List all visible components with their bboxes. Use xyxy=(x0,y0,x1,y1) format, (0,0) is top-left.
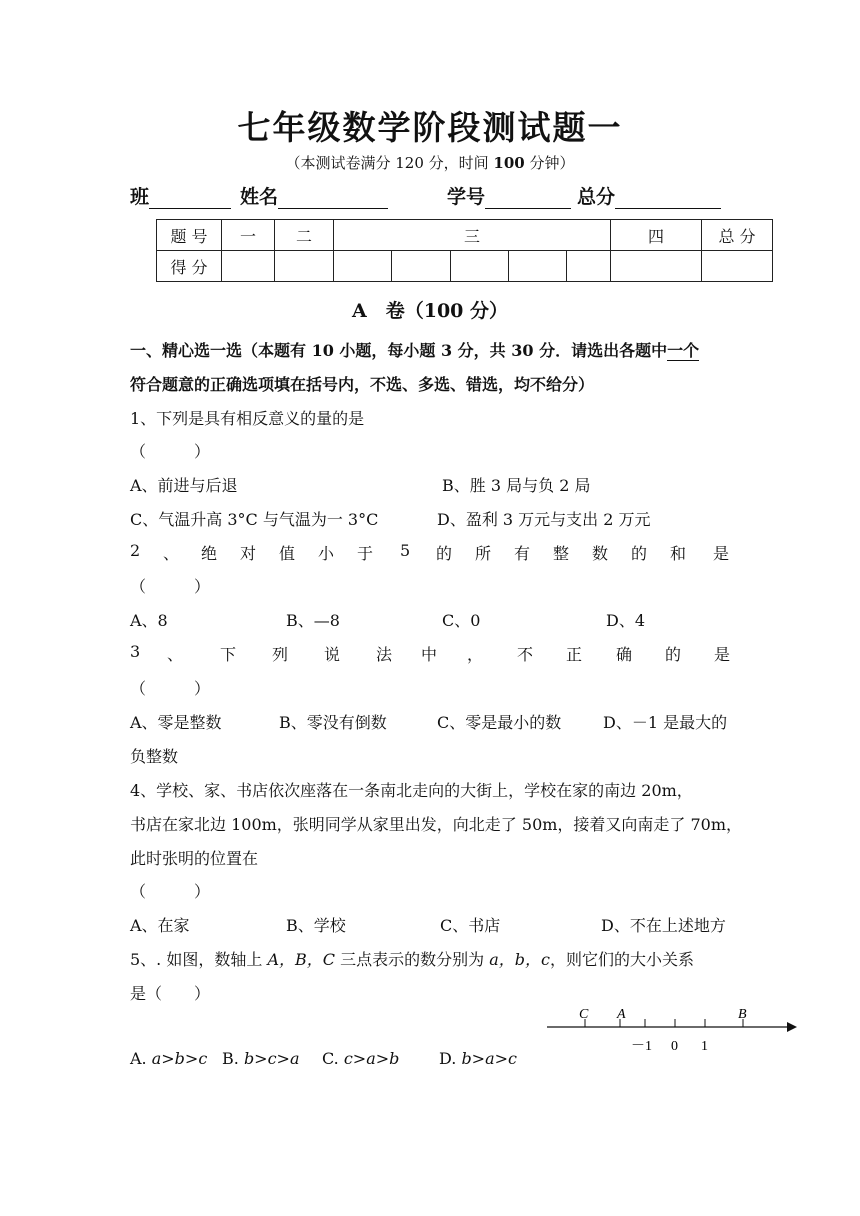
q5-stem-line2: 是（ ） xyxy=(130,984,211,1003)
score-cell[interactable] xyxy=(509,251,567,282)
part1-heading-line1: 一、精心选一选（本题有 10 小题，每小题 3 分，共 30 分．请选出各题中一个 xyxy=(130,341,700,360)
q5-option-d: D. b>a>c xyxy=(439,1049,517,1068)
score-table xyxy=(156,219,773,282)
score-cell[interactable] xyxy=(334,251,392,282)
q4-stem-line3: 此时张明的位置在 xyxy=(130,849,259,868)
exam-note: （本测试卷满分 120 分，时间 100 分钟） xyxy=(285,154,575,172)
q4-option-c: C、书店 xyxy=(440,916,501,935)
col-3: 三 xyxy=(334,220,611,251)
section-a-heading: A 卷（100 分） xyxy=(351,300,509,322)
col-1: 一 xyxy=(222,220,275,251)
score-cell[interactable] xyxy=(222,251,275,282)
point-a-label: A xyxy=(617,1007,626,1022)
score-cell[interactable] xyxy=(275,251,334,282)
name-field[interactable]: 姓名 xyxy=(240,182,388,209)
q2-option-d: D、4 xyxy=(606,611,646,630)
score-table-score-row xyxy=(157,251,773,282)
q1-option-c: C、气温升高 3°C 与气温为一 3°C xyxy=(130,510,379,529)
q1-answer-paren[interactable]: （ ） xyxy=(130,442,211,461)
total-score-field[interactable]: 总分 xyxy=(577,182,721,209)
q3-option-c: C、零是最小的数 xyxy=(437,713,562,732)
q4-stem-line1: 4、学校、家、书店依次座落在一条南北走向的大街上，学校在家的南边 20m， xyxy=(130,781,693,800)
q5-option-c: C. c>a>b xyxy=(322,1049,400,1068)
q2-answer-paren[interactable]: （ ） xyxy=(130,577,211,596)
tick-0-label: 0 xyxy=(671,1039,678,1053)
q2-option-a: A、8 xyxy=(130,611,168,630)
page-title: 七年级数学阶段测试题一 xyxy=(237,108,623,147)
score-cell[interactable] xyxy=(567,251,611,282)
q1-stem: 1、下列是具有相反意义的量的是 xyxy=(130,409,365,428)
col-2: 二 xyxy=(275,220,334,251)
score-cell[interactable] xyxy=(451,251,509,282)
q4-option-b: B、学校 xyxy=(286,916,346,935)
q4-option-a: A、在家 xyxy=(130,916,190,935)
header-label: 题 号 xyxy=(157,220,222,251)
col-total: 总 分 xyxy=(702,220,773,251)
tick-neg1-label: －1 xyxy=(631,1039,652,1053)
q3-stem: 3 、 下 列 说 法 中 ， 不 正 确 的 是 xyxy=(130,642,731,664)
q3-answer-paren[interactable]: （ ） xyxy=(130,679,211,698)
q2-stem: 2 、 绝 对 值 小 于 5 的 所 有 整 数 的 和 是 xyxy=(130,541,730,563)
score-cell[interactable] xyxy=(611,251,702,282)
score-table-header-row xyxy=(157,220,773,251)
score-label: 得 分 xyxy=(157,251,222,282)
q5-stem-line1: 5、. 如图，数轴上 A，B，C 三点表示的数分别为 a，b，c，则它们的大小关系 xyxy=(130,950,694,969)
q4-option-d: D、不在上述地方 xyxy=(601,916,726,935)
tick-1-label: 1 xyxy=(701,1039,708,1053)
q2-option-b: B、—8 xyxy=(286,611,340,630)
score-cell[interactable] xyxy=(392,251,451,282)
q1-option-b: B、胜 3 局与负 2 局 xyxy=(442,476,591,495)
q1-option-a: A、前进与后退 xyxy=(130,476,238,495)
number-line-figure xyxy=(545,1003,805,1053)
col-4: 四 xyxy=(611,220,702,251)
q3-option-a: A、零是整数 xyxy=(130,713,222,732)
q4-stem-line2: 书店在家北边 100m，张明同学从家里出发，向北走了 50m，接着又向南走了 70m， xyxy=(130,815,743,834)
q1-option-d: D、盈利 3 万元与支出 2 万元 xyxy=(437,510,651,529)
class-field[interactable]: 班 xyxy=(130,182,231,209)
part1-heading-line2: 符合题意的正确选项填在括号内，不选、多选、错选，均不给分） xyxy=(130,375,595,394)
q2-option-c: C、0 xyxy=(442,611,481,630)
student-id-field[interactable]: 学号 xyxy=(447,182,571,209)
q5-option-b: B. b>c>a xyxy=(222,1049,300,1068)
q3-option-d: D、－1 是最大的 xyxy=(603,713,728,732)
number-line-arrow xyxy=(787,1022,797,1032)
point-c-label: C xyxy=(579,1007,589,1022)
q4-answer-paren[interactable]: （ ） xyxy=(130,882,211,901)
q3-option-d-continued: 负整数 xyxy=(130,747,179,766)
point-b-label: B xyxy=(738,1007,747,1022)
q3-option-b: B、零没有倒数 xyxy=(279,713,387,732)
q5-option-a: A. a>b>c xyxy=(130,1049,208,1068)
score-cell[interactable] xyxy=(702,251,773,282)
